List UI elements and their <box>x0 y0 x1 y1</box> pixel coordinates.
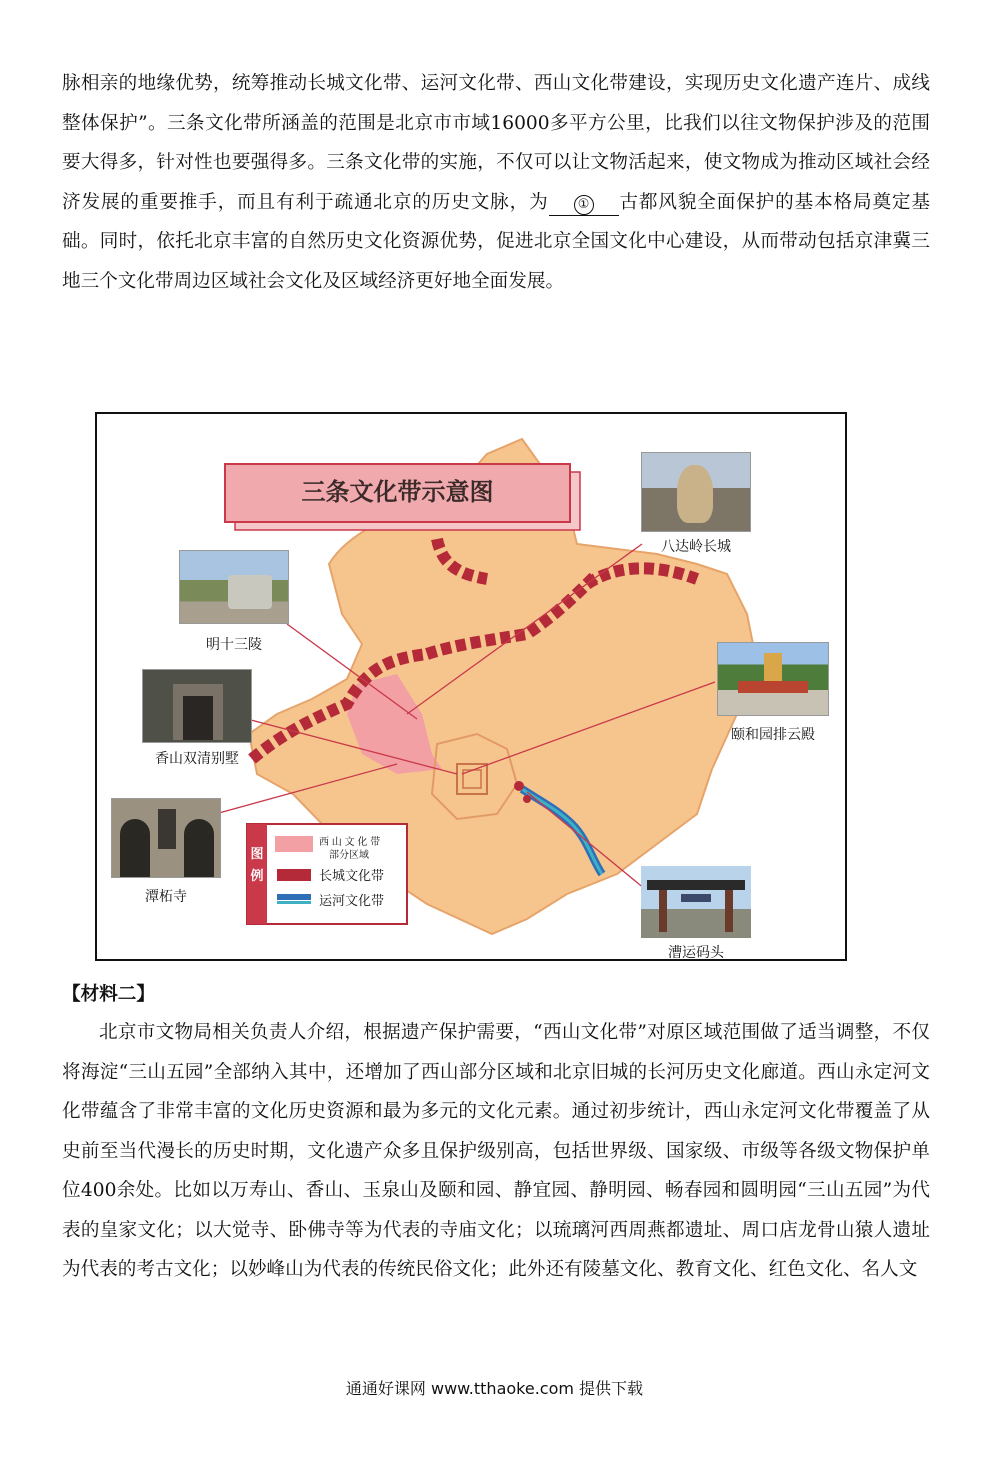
page-footer: 通通好课网 www.tthaoke.com 提供下载 <box>345 1379 644 1398</box>
legend-canal: 运河文化带 <box>319 893 385 908</box>
ming-tombs-photo <box>179 550 289 624</box>
caption-canal-wharf: 漕运码头 <box>668 944 724 960</box>
fill-blank-1 <box>549 192 619 216</box>
summer-palace-photo <box>717 642 829 716</box>
caption-ming-tombs: 明十三陵 <box>206 636 262 652</box>
temple-gate-photo <box>111 798 221 878</box>
villa-gate-photo <box>142 669 252 743</box>
intro-paragraph <box>62 64 930 301</box>
caption-summer-palace: 颐和园排云殿 <box>731 726 815 742</box>
legend-xishan-line1: 西 山 文 化 带 <box>319 837 381 848</box>
map-title: 三条文化带示意图 <box>301 478 494 506</box>
canal-marker <box>514 781 524 791</box>
blank-number-mark: ① <box>574 195 594 215</box>
material-2-paragraph: 北京市文物局相关负责人介绍，根据遗产保护需要，“西山文化带”对原区域范围做了适当调整，不仅将海淀“三山五园”全部纳入其中，还增加了西山部分区域和北京旧城的长河历史文化廊道。西山永定河文化带蕴含了非常丰富的文化历史资源和最为多元的文化元素。通过初步统计，西山永定河文化带覆盖了从史前至当代漫长的历史时期，文化遗产众多且保护级别高，包括世界级、国家级、市级等各级文物保护单位400余处。比如以万寿山、香山、玉泉山及颐和园、静宜园、静明园、畅春园和圆明园“三山五园”为代表的皇家文化；以大觉寺、卧佛寺等为代表的寺庙文化；以琉璃河西周燕都遗址、周口店龙骨山猿人遗址为代表的考古文化；以妙峰山为代表的传统民俗文化；此外还有陵墓文化、教育文化、红色文化、名人文 <box>62 1022 930 1280</box>
caption-tanzhe-temple: 潭柘寺 <box>145 888 187 904</box>
cultural-belt-map-figure <box>95 412 847 961</box>
caption-xiangshan-villa: 香山双清别墅 <box>155 750 239 766</box>
legend-xishan-line2: 部分区域 <box>329 850 369 861</box>
legend-header: 图例 <box>250 847 264 884</box>
intro-text-part2: 古都风貌全面保护的基本格局奠定基础。同时，依托北京丰富的自然历史文化资源优势，促进北京全国文化中心建设，从而带动包括京津冀三地三个文化带周边区域社会文化及区域经济更好地全面发展。 <box>62 191 930 292</box>
legend-great-wall: 长城文化带 <box>319 868 385 883</box>
section-heading-material-2: 【材料二】 <box>62 984 155 1005</box>
intro-text-part1: 脉相亲的地缘优势，统筹推动长城文化带、运河文化带、西山文化带建设，实现历史文化遗产连片、成线整体保护”。三条文化带所涵盖的范围是北京市市域16000多平方公里，比我们以往文物保护涉及的范围要大得多，针对性也要强得多。三条文化带的实施，不仅可以让文物活起来，使文物成为推动区域社会经济发展的重要推手，而且有利于疏通北京的历史文脉，为 <box>62 73 930 213</box>
caption-badaling: 八达岭长城 <box>661 538 731 554</box>
great-wall-rock-photo <box>641 452 751 532</box>
memorial-archway-photo <box>641 866 751 938</box>
